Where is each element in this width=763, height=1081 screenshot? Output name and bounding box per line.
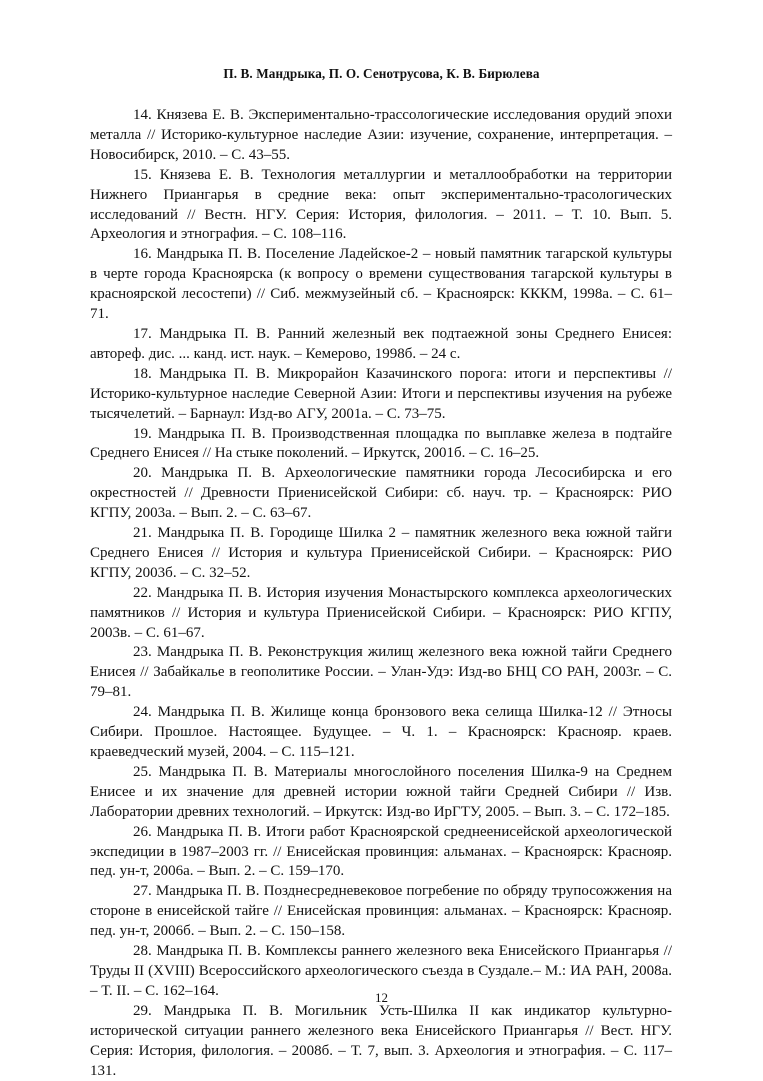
reference-item-15: 15. Князева Е. В. Технология металлургии и металлообработки на территории Нижнего Приангарья в средние века: опыт экспериментально-трасологических исследований // Вестн. НГУ. Серия: История, филология. – 2011. – Т. 10. Вып. 5. Археология и этнография. – С. 108–116. bbox=[90, 166, 672, 243]
reference-item-27: 27. Мандрыка П. В. Позднесредневековое погребение по обряду трупосожжения на стороне в енисейской тайге // Енисейская провинция: альманах. – Красноярск: Краснояр. пед. ун-т, 2006б. – Вып. 2. – С. 150–158. bbox=[90, 883, 672, 940]
reference-item-24: 24. Мандрыка П. В. Жилище конца бронзового века селища Шилка-12 // Этносы Сибири. Прошлое. Настоящее. Будущее. – Ч. 1. – Красноярск: Краснояр. краев. краеведческий музей, 2004. – С. 115–121. bbox=[90, 704, 672, 760]
reference-item-19: 19. Мандрыка П. В. Производственная площадка по выплавке железа в подтайге Среднего Енисея // На стыке поколений. – Иркутск, 2001б. – С. 16–25. bbox=[90, 425, 672, 462]
reference-item-16: 16. Мандрыка П. В. Поселение Ладейское-2 – новый памятник тагарской культуры в черте города Красноярска (к вопросу о времени существования тагарской культуры в красноярской лесостепи) // Сиб. межмузейный сб. – Красноярск: КККМ, 1998а. – С. 61–71. bbox=[90, 246, 672, 323]
reference-item-28: 28. Мандрыка П. В. Комплексы раннего железного века Енисейского Приангарья // Труды II (XVIII) Всероссийского археологического съезда в Суздале.– М.: ИА РАН, 2008а. – Т. II. – С. 162–164. bbox=[90, 943, 672, 999]
reference-item-20: 20. Мандрыка П. В. Археологические памятники города Лесосибирска и его окрестностей // Древности Приенисейской Сибири: сб. науч. тр. – Красноярск: РИО КГПУ, 2003а. – Вып. 2. – С. 63–67. bbox=[90, 465, 672, 522]
reference-item-18: 18. Мандрыка П. В. Микрорайон Казачинского порога: итоги и перспективы // Историко-культурное наследие Северной Азии: Итоги и перспективы изучения на рубеже тысячелетий. – Барнаул: Изд-во АГУ, 2001а. – С. 73–75. bbox=[90, 365, 672, 422]
reference-item-25: 25. Мандрыка П. В. Материалы многослойного поселения Шилка-9 на Среднем Енисее и их значение для древней истории южной тайги Средней Сибири // Изв. Лаборатории древних технологий. – Иркутск: Изд-во ИрГТУ, 2005. – Вып. 3. – С. 172–185. bbox=[90, 763, 672, 820]
reference-item-26: 26. Мандрыка П. В. Итоги работ Красноярской среднеенисейской археологической экспедиции в 1987–2003 гг. // Енисейская провинция: альманах. – Красноярск: Краснояр. пед. ун-т, 2006а. – Вып. 2. – С. 159–170. bbox=[90, 823, 672, 880]
reference-list bbox=[90, 106, 672, 1081]
running-header: П. В. Мандрыка, П. О. Сенотрусова, К. В. Бирюлева bbox=[223, 66, 540, 81]
page-number: 12 bbox=[375, 990, 388, 1005]
reference-item-17: 17. Мандрыка П. В. Ранний железный век подтаежной зоны Среднего Енисея: автореф. дис. ... канд. ист. наук. – Кемерово, 1998б. – 24 с. bbox=[90, 325, 672, 362]
reference-item-29: 29. Мандрыка П. В. Могильник Усть-Шилка II как индикатор культурно-исторической ситуации раннего железного века Енисейского Приангарья // Вест. НГУ. Серия: История, филология. – 2008б. – Т. 7, вып. 3. Археология и этнография. – С. 117–131. bbox=[90, 1002, 672, 1079]
reference-item-14: 14. Князева Е. В. Экспериментально-трассологические исследования орудий эпохи металла // Историко-культурное наследие Азии: изучение, сохранение, интерпретация. – Новосибирск, 2010. – С. 43–55. bbox=[90, 107, 672, 163]
reference-item-22: 22. Мандрыка П. В. История изучения Монастырского комплекса археологических памятников // История и культура Приенисейской Сибири. – Красноярск: РИО КГПУ, 2003в. – С. 61–67. bbox=[90, 584, 672, 641]
reference-item-23: 23. Мандрыка П. В. Реконструкция жилищ железного века южной тайги Среднего Енисея // Забайкалье в геополитике России. – Улан-Удэ: Изд-во БНЦ СО РАН, 2003г. – С. 79–81. bbox=[90, 644, 672, 701]
reference-item-21: 21. Мандрыка П. В. Городище Шилка 2 – памятник железного века южной тайги Среднего Енисея // История и культура Приенисейской Сибири. – Красноярск: РИО КГПУ, 2003б. – С. 32–52. bbox=[90, 525, 672, 581]
